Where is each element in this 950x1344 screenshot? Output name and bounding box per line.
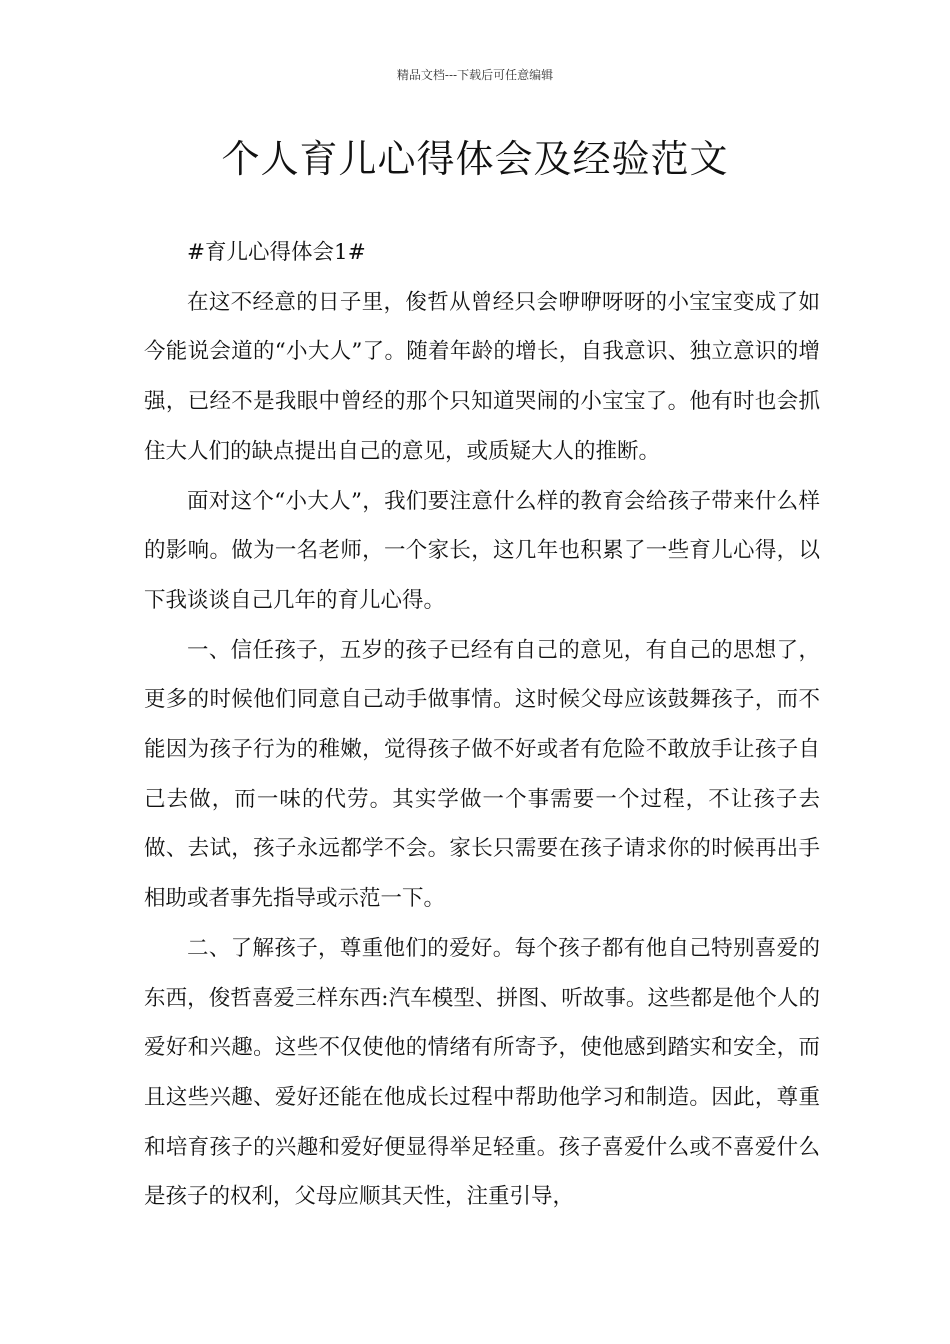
document-title: 个人育儿心得体会及经验范文 (221, 137, 729, 181)
paragraph: 一、信任孩子，五岁的孩子已经有自己的意见，有自己的思想了，更多的时候他们同意自己动手做事情。这时候父母应该鼓舞孩子，而不能因为孩子行为的稚嫩，觉得孩子做不好或者有危险不敢放手让孩子自己去做，而一味的代劳。其实学做一个事需要一个过程，不让孩子去做、去试，孩子永远都学不会。家长只需要在孩子请求你的时候再出手相助或者事先指导或示范一下。 (144, 637, 820, 912)
paragraph: 面对这个“小大人”，我们要注意什么样的教育会给孩子带来什么样的影响。做为一名老师，一个家长，这几年也积累了一些育儿心得，以下我谈谈自己几年的育儿心得。 (144, 488, 820, 613)
page-header: 精品文档---下载后可任意编辑 (396, 68, 554, 82)
document-body (144, 228, 820, 1222)
paragraph: 在这不经意的日子里，俊哲从曾经只会咿咿呀呀的小宝宝变成了如今能说会道的“小大人”了。随着年龄的增长，自我意识、独立意识的增强，已经不是我眼中曾经的那个只知道哭闹的小宝宝了。他有时也会抓住大人们的缺点提出自己的意见，或质疑大人的推断。 (144, 289, 820, 464)
section-heading: #育儿心得体会1# (187, 240, 366, 265)
paragraph: 二、了解孩子，尊重他们的爱好。每个孩子都有他自己特别喜爱的东西，俊哲喜爱三样东西:汽车模型、拼图、听故事。这些都是他个人的爱好和兴趣。这些不仅使他的情绪有所寄予，使他感到踏实和安全，而且这些兴趣、爱好还能在他成长过程中帮助他学习和制造。因此，尊重和培育孩子的兴趣和爱好便显得举足轻重。孩子喜爱什么或不喜爱什么是孩子的权利，父母应顺其天性，注重引导， (144, 935, 820, 1210)
